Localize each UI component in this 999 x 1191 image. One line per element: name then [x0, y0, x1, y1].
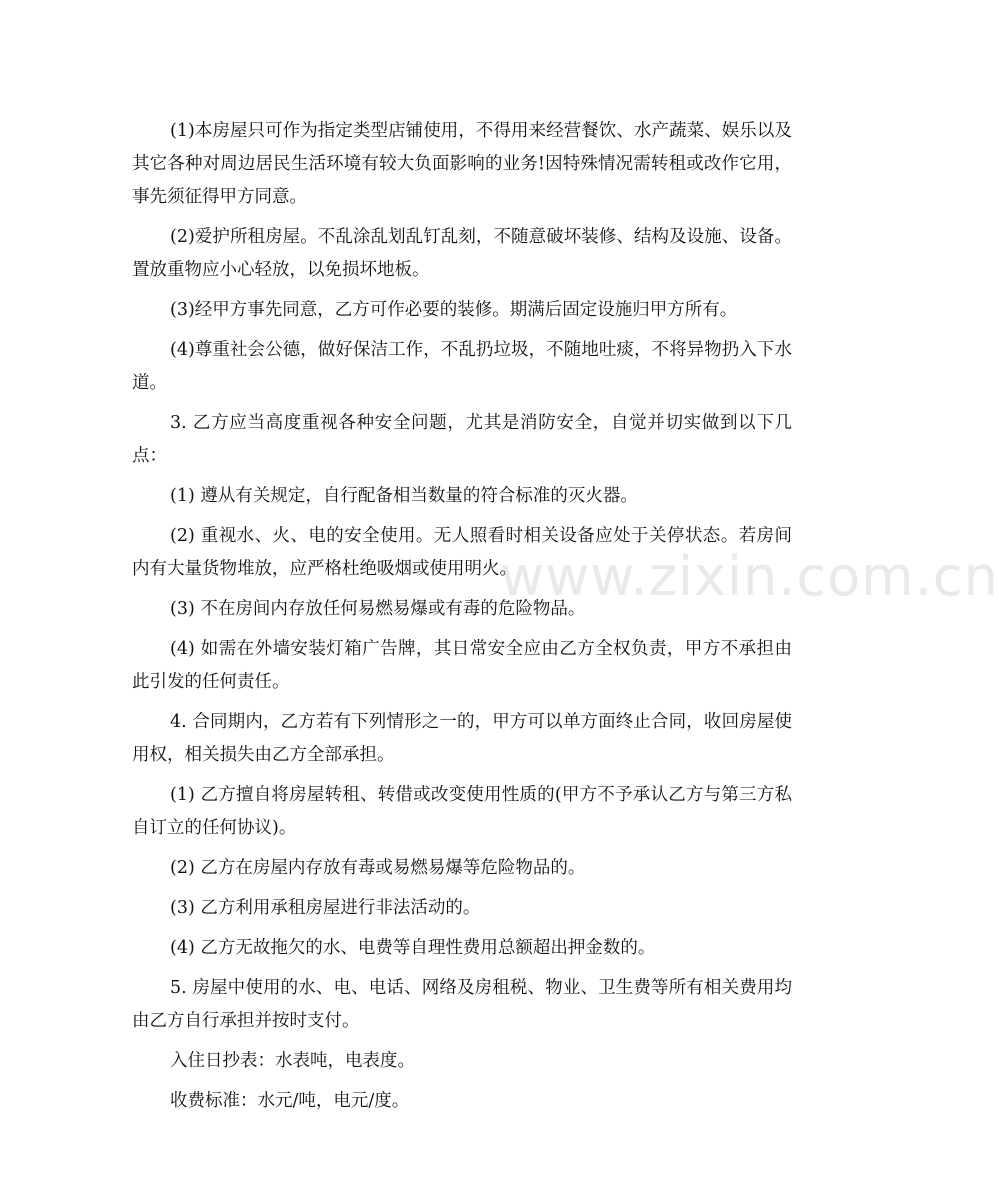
paragraph-clause-1-1: (1)本房屋只可作为指定类型店铺使用，不得用来经营餐饮、水产蔬菜、娱乐以及其它各种对周边居民生活环境有较大负面影响的业务!因特殊情况需转租或改作它用，事先须征得甲方同意。: [132, 121, 792, 207]
paragraph-section-5: 5. 房屋中使用的水、电、电话、网络及房租税、物业、卫生费等所有相关费用均由乙方自行承担并按时支付。: [132, 978, 792, 1031]
watermark-text: www.zixin.com.cn: [500, 545, 999, 608]
paragraph-clause-3-1: (1) 遵从有关规定，自行配备相当数量的符合标准的灭火器。: [170, 486, 638, 506]
paragraph-clause-4-4: (4) 乙方无故拖欠的水、电费等自理性费用总额超出押金数的。: [170, 938, 656, 958]
paragraph-clause-1-2: (2)爱护所租房屋。不乱涂乱划乱钉乱刻，不随意破坏装修、结构及设施、设备。置放重物应小心轻放，以免损坏地板。: [132, 227, 792, 280]
paragraph-clause-3-3: (3) 不在房间内存放任何易燃易爆或有毒的危险物品。: [170, 599, 586, 619]
paragraph-clause-3-2: (2) 重视水、火、电的安全使用。无人照看时相关设备应处于关停状态。若房间内有大量货物堆放，应严格杜绝吸烟或使用明火。: [132, 526, 792, 579]
paragraph-clause-3-4: (4) 如需在外墙安装灯箱广告牌，其日常安全应由乙方全权负责，甲方不承担由此引发的任何责任。: [132, 639, 792, 692]
paragraph-clause-4-3: (3) 乙方利用承租房屋进行非法活动的。: [170, 898, 481, 918]
paragraph-clause-4-2: (2) 乙方在房屋内存放有毒或易燃易爆等危险物品的。: [170, 858, 586, 878]
paragraph-section-4: 4. 合同期内，乙方若有下列情形之一的，甲方可以单方面终止合同，收回房屋使用权，相关损失由乙方全部承担。: [132, 712, 792, 765]
document-body: [132, 115, 792, 1125]
paragraph-clause-1-3: (3)经甲方事先同意，乙方可作必要的装修。期满后固定设施归甲方所有。: [170, 300, 738, 320]
paragraph-clause-4-1: (1) 乙方擅自将房屋转租、转借或改变使用性质的(甲方不予承认乙方与第三方私自订立的任何协议)。: [132, 785, 792, 838]
paragraph-meter-reading: 入住日抄表：水表吨，电表度。: [170, 1051, 415, 1071]
paragraph-fee-standard: 收费标准：水元/吨，电元/度。: [170, 1091, 410, 1111]
paragraph-section-3: 3. 乙方应当高度重视各种安全问题，尤其是消防安全，自觉并切实做到以下几点：: [132, 413, 792, 466]
paragraph-clause-1-4: (4)尊重社会公德，做好保洁工作，不乱扔垃圾，不随地吐痰，不将异物扔入下水道。: [132, 340, 792, 393]
